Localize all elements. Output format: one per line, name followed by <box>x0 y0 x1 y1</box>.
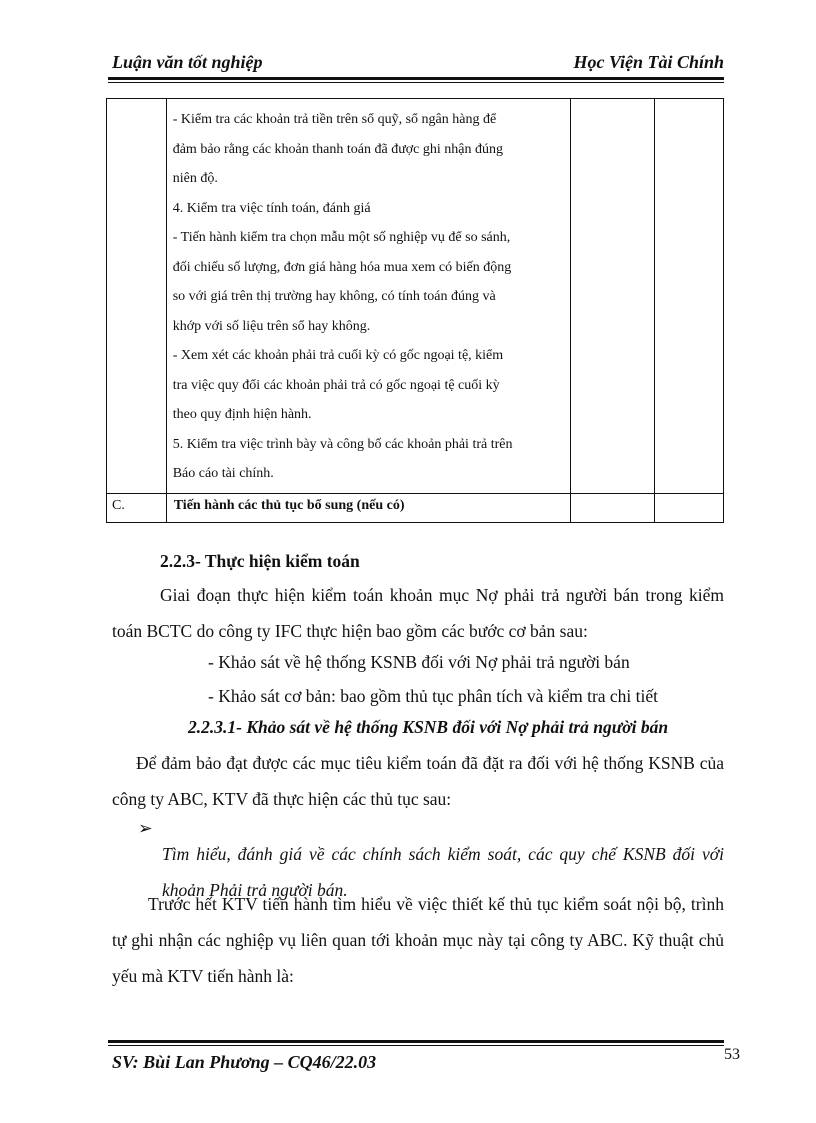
table-cell-empty <box>655 493 724 522</box>
bullet-item-1: - Khảo sát về hệ thống KSNB đối với Nợ phải trả người bán <box>208 652 630 672</box>
row-c-text: Tiến hành các thủ tục bổ sung (nếu có) <box>166 493 570 522</box>
section-paragraph-3 <box>112 886 724 994</box>
procedure-line: 5. Kiểm tra việc trình bày và công bố các khoản phải trả trên <box>172 436 513 452</box>
procedure-line: Báo cáo tài chính. <box>172 466 274 481</box>
subsection-title: 2.2.3.1- Khảo sát về hệ thống KSNB đối với Nợ phải trả người bán <box>188 717 669 737</box>
section-paragraph-2 <box>112 745 724 817</box>
audit-procedure-table <box>106 98 724 523</box>
header-right-title: Học Viện Tài Chính <box>573 52 724 72</box>
section-paragraph-1 <box>112 577 724 649</box>
procedure-line: - Kiểm tra các khoản trả tiền trên sổ quỹ, sổ ngân hàng để <box>172 112 497 127</box>
header-rule-thin <box>108 82 724 83</box>
table-cell-number <box>107 99 167 494</box>
bullet-item-2: - Khảo sát cơ bản: bao gồm thủ tục phân tích và kiểm tra chi tiết <box>208 686 659 706</box>
footer-author: SV: Bùi Lan Phương – CQ46/22.03 <box>112 1052 377 1072</box>
table-cell-empty <box>570 99 654 494</box>
arrow-item-text: Tìm hiểu, đánh giá về các chính sách kiểm soát, các quy chế KSNB đối với khoản Phải trả người bán. <box>162 843 724 900</box>
procedure-line: tra việc quy đổi các khoản phải trả có gốc ngoại tệ cuối kỳ <box>172 377 500 393</box>
paragraph-text: Giai đoạn thực hiện kiểm toán khoản mục Nợ phải trả người bán trong kiểm toán BCTC do công ty IFC thực hiện bao gồm các bước cơ bản sau: <box>112 585 724 641</box>
paragraph-text: Để đảm bảo đạt được các mục tiêu kiểm toán đã đặt ra đối với hệ thống KSNB của công ty ABC, KTV đã thực hiện các thủ tục sau: <box>112 753 724 809</box>
page-number: 53 <box>724 1046 740 1063</box>
procedure-line: so với giá trên thị trường hay không, có tính toán đúng và <box>172 289 496 304</box>
procedure-line: niên độ. <box>172 171 218 186</box>
table-cell-empty <box>655 99 724 494</box>
arrow-bullet-icon: ➢ <box>138 818 153 838</box>
procedure-line: khớp với số liệu trên sổ hay không. <box>172 318 371 334</box>
header-rule <box>108 77 724 80</box>
footer-rule-thin <box>108 1045 724 1046</box>
procedure-line: theo quy định hiện hành. <box>172 407 312 422</box>
procedure-line: đảm bảo rằng các khoản thanh toán đã được ghi nhận đúng <box>172 141 503 157</box>
table-row <box>107 493 724 522</box>
section-title: 2.2.3- Thực hiện kiểm toán <box>160 551 360 571</box>
table-cell-procedures <box>166 99 570 494</box>
header-left-title: Luận văn tốt nghiệp <box>112 52 263 72</box>
table-row <box>107 99 724 494</box>
footer-rule <box>108 1040 724 1043</box>
procedure-lines <box>167 99 570 493</box>
row-c-label: C. <box>107 493 167 522</box>
procedure-line: - Tiến hành kiểm tra chọn mẫu một số nghiệp vụ để so sánh, <box>172 230 511 245</box>
paragraph-text: Trước hết KTV tiến hành tìm hiểu về việc thiết kế thủ tục kiểm soát nội bộ, trình tự ghi nhận các nghiệp vụ liên quan tới khoản mục này tại công ty ABC. Kỹ thuật chủ yếu mà KTV tiến hành là: <box>112 894 724 986</box>
procedure-line: đối chiếu số lượng, đơn giá hàng hóa mua xem có biến động <box>172 259 512 275</box>
table-cell-empty <box>570 493 654 522</box>
procedure-line: - Xem xét các khoản phải trả cuối kỳ có gốc ngoại tệ, kiểm <box>172 348 504 363</box>
procedure-line: 4. Kiểm tra việc tính toán, đánh giá <box>172 200 371 216</box>
